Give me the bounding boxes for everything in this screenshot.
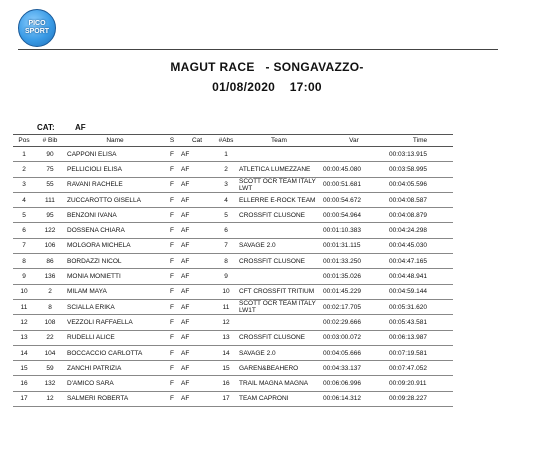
row-team: ATLETICA LUMEZZANE (237, 162, 321, 177)
row-cat: AF (179, 284, 215, 299)
table-row (13, 284, 453, 299)
row-time: 00:04:05.596 (387, 177, 453, 192)
row-bib: 8 (35, 299, 65, 314)
row-pos: 12 (13, 315, 35, 330)
table-row (13, 269, 453, 284)
row-var: 00:01:45.229 (321, 284, 387, 299)
row-var: 00:00:54.672 (321, 192, 387, 207)
row-abs: 13 (215, 330, 237, 345)
row-bib: 75 (35, 162, 65, 177)
row-team (237, 315, 321, 330)
row-team: CROSSFIT CLUSONE (237, 254, 321, 269)
row-sex: F (165, 162, 179, 177)
row-team (237, 147, 321, 162)
row-var: 00:06:06.996 (321, 376, 387, 391)
row-bib: 22 (35, 330, 65, 345)
row-name: SALMERI ROBERTA (65, 391, 165, 406)
row-cat: AF (179, 269, 215, 284)
row-sex: F (165, 330, 179, 345)
row-cat: AF (179, 192, 215, 207)
category-row (13, 121, 453, 135)
race-date: 01/08/2020 (212, 80, 276, 94)
row-team: CROSSFIT CLUSONE (237, 330, 321, 345)
row-time: 00:09:28.227 (387, 391, 453, 406)
row-pos: 2 (13, 162, 35, 177)
col-header-cat: Cat (179, 135, 215, 147)
row-bib: 122 (35, 223, 65, 238)
row-name: SCIALLA ERIKA (65, 299, 165, 314)
row-var: 00:06:14.312 (321, 391, 387, 406)
row-sex: F (165, 361, 179, 376)
row-bib: 12 (35, 391, 65, 406)
row-team: SAVAGE 2.0 (237, 345, 321, 360)
row-pos: 5 (13, 208, 35, 223)
row-var: 00:02:17.705 (321, 299, 387, 314)
row-cat: AF (179, 361, 215, 376)
row-bib: 2 (35, 284, 65, 299)
row-name: RUDELLI ALICE (65, 330, 165, 345)
row-sex: F (165, 284, 179, 299)
row-var: 00:04:05.666 (321, 345, 387, 360)
row-var: 00:01:10.383 (321, 223, 387, 238)
row-sex: F (165, 208, 179, 223)
header-divider (18, 49, 498, 50)
row-sex: F (165, 147, 179, 162)
row-abs: 11 (215, 299, 237, 314)
row-time: 00:03:13.915 (387, 147, 453, 162)
logo-line-1: PICO (28, 20, 46, 27)
row-team (237, 223, 321, 238)
row-abs: 7 (215, 238, 237, 253)
row-team: CROSSFIT CLUSONE (237, 208, 321, 223)
row-bib: 86 (35, 254, 65, 269)
row-bib: 132 (35, 376, 65, 391)
col-header-time: Time (387, 135, 453, 147)
row-pos: 13 (13, 330, 35, 345)
row-pos: 9 (13, 269, 35, 284)
row-cat: AF (179, 208, 215, 223)
pico-sport-logo (18, 9, 56, 47)
row-var: 00:00:54.964 (321, 208, 387, 223)
row-time: 00:04:08.879 (387, 208, 453, 223)
row-time: 00:04:48.941 (387, 269, 453, 284)
row-time: 00:07:47.052 (387, 361, 453, 376)
row-abs: 17 (215, 391, 237, 406)
table-row (13, 315, 453, 330)
row-pos: 15 (13, 361, 35, 376)
row-cat: AF (179, 299, 215, 314)
logo-line-2: SPORT (24, 28, 50, 35)
row-abs: 16 (215, 376, 237, 391)
row-name: D'AMICO SARA (65, 376, 165, 391)
row-abs: 8 (215, 254, 237, 269)
row-pos: 10 (13, 284, 35, 299)
table-row (13, 254, 453, 269)
row-team: TRAIL MAGNA MAGNA (237, 376, 321, 391)
row-time: 00:05:43.581 (387, 315, 453, 330)
row-var: 00:02:29.666 (321, 315, 387, 330)
row-abs: 9 (215, 269, 237, 284)
race-location: - SONGAVAZZO- (265, 60, 364, 74)
row-var: 00:01:31.115 (321, 238, 387, 253)
row-team: ELLERRE E-ROCK TEAM (237, 192, 321, 207)
row-bib: 90 (35, 147, 65, 162)
table-row (13, 177, 453, 192)
row-cat: AF (179, 376, 215, 391)
category-label: CAT: (35, 121, 65, 135)
row-abs: 15 (215, 361, 237, 376)
row-bib: 111 (35, 192, 65, 207)
row-var: 00:03:00.072 (321, 330, 387, 345)
row-name: ZUCCAROTTO GISELLA (65, 192, 165, 207)
row-cat: AF (179, 345, 215, 360)
table-row (13, 376, 453, 391)
row-cat: AF (179, 147, 215, 162)
row-time: 00:06:13.987 (387, 330, 453, 345)
row-team: SAVAGE 2.0 (237, 238, 321, 253)
row-cat: AF (179, 315, 215, 330)
row-sex: F (165, 345, 179, 360)
row-abs: 5 (215, 208, 237, 223)
row-name: MOLGORA MICHELA (65, 238, 165, 253)
row-team: TEAM CAPRONI (237, 391, 321, 406)
col-header-team: Team (237, 135, 321, 147)
row-sex: F (165, 192, 179, 207)
row-name: BENZONI IVANA (65, 208, 165, 223)
col-header-bib: # Bib (35, 135, 65, 147)
row-abs: 6 (215, 223, 237, 238)
row-team: CFT CROSSFIT TRITIUM (237, 284, 321, 299)
row-bib: 106 (35, 238, 65, 253)
row-pos: 14 (13, 345, 35, 360)
row-var: 00:00:45.080 (321, 162, 387, 177)
table-row (13, 299, 453, 314)
row-var: 00:04:33.137 (321, 361, 387, 376)
row-abs: 2 (215, 162, 237, 177)
row-sex: F (165, 254, 179, 269)
row-abs: 3 (215, 177, 237, 192)
row-cat: AF (179, 254, 215, 269)
col-header-var: Var (321, 135, 387, 147)
row-name: MONIA MONIETTI (65, 269, 165, 284)
row-pos: 3 (13, 177, 35, 192)
row-pos: 7 (13, 238, 35, 253)
row-pos: 17 (13, 391, 35, 406)
row-sex: F (165, 177, 179, 192)
row-cat: AF (179, 177, 215, 192)
table-row (13, 330, 453, 345)
table-row (13, 147, 453, 162)
row-abs: 10 (215, 284, 237, 299)
table-row (13, 361, 453, 376)
col-header-abs: #Abs (215, 135, 237, 147)
row-sex: F (165, 223, 179, 238)
page-subtitle (0, 80, 534, 94)
row-bib: 59 (35, 361, 65, 376)
row-time: 00:05:31.620 (387, 299, 453, 314)
table-row (13, 208, 453, 223)
row-time: 00:04:08.587 (387, 192, 453, 207)
row-sex: F (165, 299, 179, 314)
row-bib: 108 (35, 315, 65, 330)
row-abs: 12 (215, 315, 237, 330)
row-sex: F (165, 376, 179, 391)
table-row (13, 223, 453, 238)
row-pos: 8 (13, 254, 35, 269)
table-row (13, 391, 453, 406)
column-header-row (13, 135, 453, 147)
row-sex: F (165, 238, 179, 253)
row-name: ZANCHI PATRIZIA (65, 361, 165, 376)
table-row (13, 192, 453, 207)
results-table (13, 121, 453, 407)
row-time: 00:04:59.144 (387, 284, 453, 299)
row-sex: F (165, 391, 179, 406)
col-header-name: Name (65, 135, 165, 147)
race-name: MAGUT RACE (170, 60, 255, 74)
row-name: BORDAZZI NICOL (65, 254, 165, 269)
row-sex: F (165, 269, 179, 284)
row-team: SCOTT OCR TEAM ITALY LW1T (237, 299, 321, 314)
row-time: 00:04:45.030 (387, 238, 453, 253)
row-time: 00:07:19.581 (387, 345, 453, 360)
row-name: PELLICIOLI ELISA (65, 162, 165, 177)
row-team: SCOTT OCR TEAM ITALY LWT (237, 177, 321, 192)
row-pos: 6 (13, 223, 35, 238)
row-pos: 1 (13, 147, 35, 162)
row-pos: 4 (13, 192, 35, 207)
row-bib: 104 (35, 345, 65, 360)
row-var: 00:01:33.250 (321, 254, 387, 269)
category-value: AF (65, 121, 165, 135)
row-abs: 14 (215, 345, 237, 360)
row-var: 00:00:51.681 (321, 177, 387, 192)
row-name: DOSSENA CHIARA (65, 223, 165, 238)
row-team (237, 269, 321, 284)
row-cat: AF (179, 162, 215, 177)
row-pos: 11 (13, 299, 35, 314)
race-time: 17:00 (289, 80, 322, 94)
row-abs: 4 (215, 192, 237, 207)
row-sex: F (165, 315, 179, 330)
row-cat: AF (179, 330, 215, 345)
table-row (13, 162, 453, 177)
col-header-sex: S (165, 135, 179, 147)
row-bib: 136 (35, 269, 65, 284)
row-var (321, 147, 387, 162)
page-title (0, 60, 534, 74)
table-row (13, 345, 453, 360)
row-name: BOCCACCIO CARLOTTA (65, 345, 165, 360)
table-row (13, 238, 453, 253)
row-time: 00:03:58.995 (387, 162, 453, 177)
row-bib: 95 (35, 208, 65, 223)
row-name: MILAM MAYA (65, 284, 165, 299)
row-pos: 16 (13, 376, 35, 391)
row-var: 00:01:35.026 (321, 269, 387, 284)
row-name: RAVANI RACHELE (65, 177, 165, 192)
row-name: VEZZOLI RAFFAELLA (65, 315, 165, 330)
row-cat: AF (179, 223, 215, 238)
row-cat: AF (179, 391, 215, 406)
row-time: 00:04:47.165 (387, 254, 453, 269)
row-time: 00:09:20.911 (387, 376, 453, 391)
col-header-pos: Pos (13, 135, 35, 147)
results-body (13, 147, 453, 407)
row-bib: 55 (35, 177, 65, 192)
row-time: 00:04:24.298 (387, 223, 453, 238)
row-name: CAPPONI ELISA (65, 147, 165, 162)
row-team: GAREN&BEAHERO (237, 361, 321, 376)
row-abs: 1 (215, 147, 237, 162)
row-cat: AF (179, 238, 215, 253)
